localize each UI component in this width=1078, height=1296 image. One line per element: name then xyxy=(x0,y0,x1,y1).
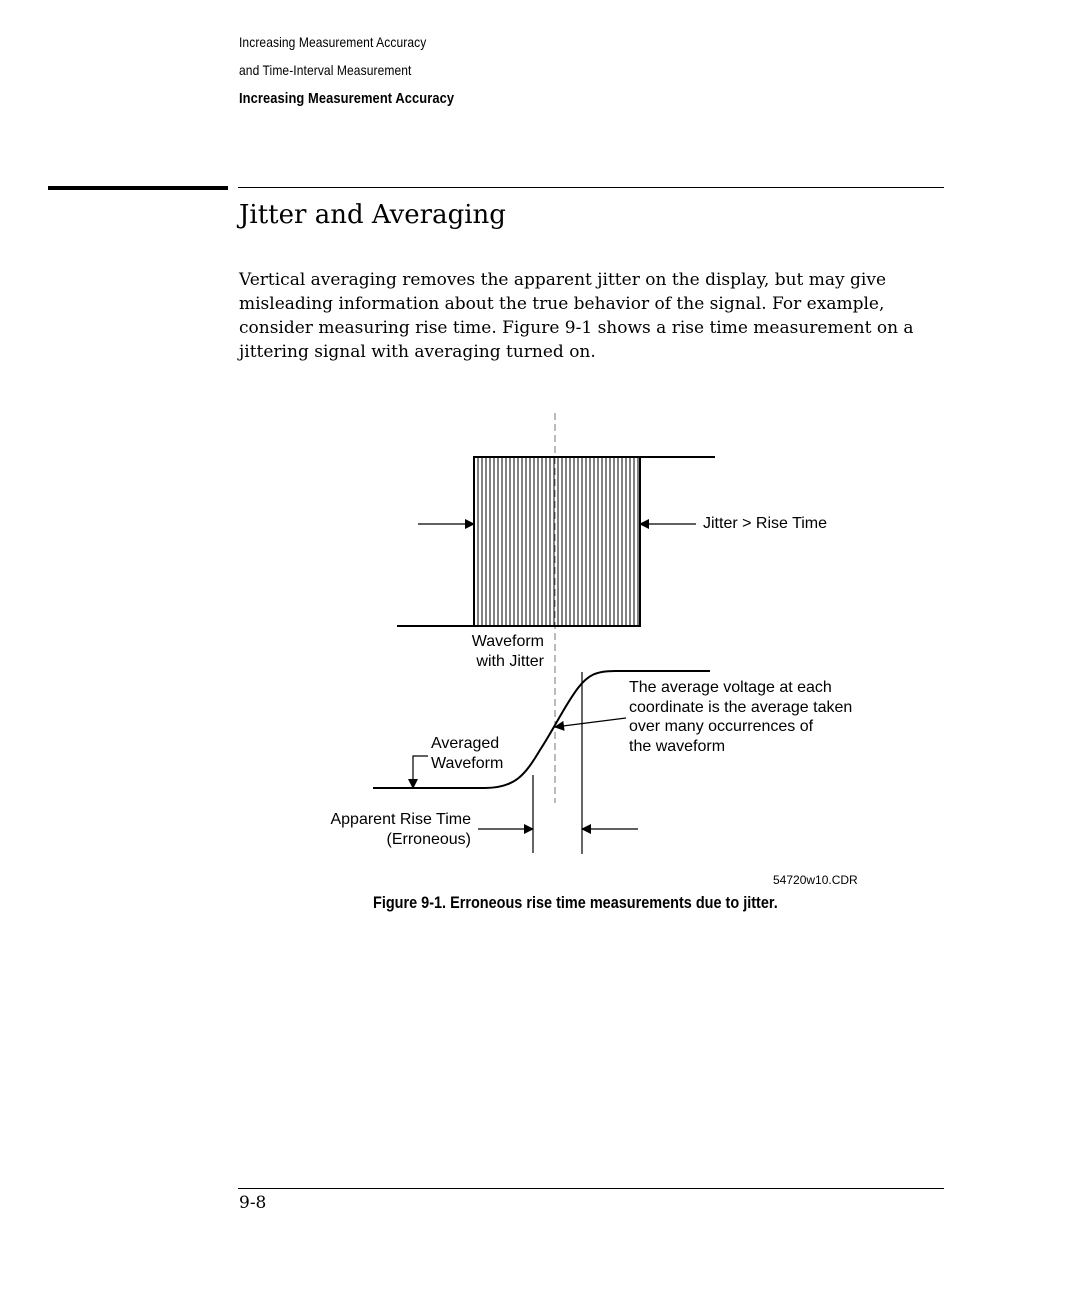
section-rule-thick xyxy=(48,186,228,190)
average-note-line-3: over many occurrences of xyxy=(629,718,814,735)
body-paragraph xyxy=(239,268,951,364)
section-title: Jitter and Averaging xyxy=(239,200,506,230)
page-number: 9-8 xyxy=(239,1193,267,1213)
jitter-label: Jitter > Rise Time xyxy=(703,515,828,532)
averaged-label-pointer xyxy=(413,756,428,788)
body-line: Vertical averaging removes the apparent jitter on the display, but may give xyxy=(239,270,887,290)
body-line: misleading information about the true behavior of the signal. For example, xyxy=(239,294,885,314)
section-rule-thin xyxy=(238,187,944,188)
averaged-waveform-line-2: Waveform xyxy=(431,754,504,772)
apparent-rise-time-label xyxy=(310,810,471,849)
averaged-waveform-label xyxy=(431,734,503,773)
jitter-waveform xyxy=(397,457,715,626)
figure-9-1 xyxy=(300,405,900,895)
figure-caption: Figure 9-1. Erroneous rise time measurements due to jitter. xyxy=(373,893,778,912)
running-header-line-2: and Time-Interval Measurement xyxy=(239,62,412,78)
footer-rule xyxy=(238,1188,944,1189)
waveform-with-jitter-line-1: Waveform xyxy=(471,633,544,650)
apparent-rise-line-2: (Erroneous) xyxy=(386,830,471,848)
apparent-rise-line-1: Apparent Rise Time xyxy=(330,811,471,828)
average-note-line-1: The average voltage at each xyxy=(629,679,832,696)
running-header-line-1: Increasing Measurement Accuracy xyxy=(239,34,427,50)
body-line: jittering signal with averaging turned on. xyxy=(239,342,596,362)
jitter-hatch xyxy=(478,457,638,626)
average-note-line-4: the waveform xyxy=(629,737,726,755)
average-voltage-note xyxy=(629,678,852,756)
waveform-with-jitter-line-2: with Jitter xyxy=(476,652,544,670)
running-header-section: Increasing Measurement Accuracy xyxy=(239,90,455,107)
average-note-line-2: coordinate is the average taken xyxy=(629,698,853,716)
averaged-waveform-line-1: Averaged xyxy=(431,735,500,752)
waveform-with-jitter-label xyxy=(440,632,544,671)
figure-file-id: 54720w10.CDR xyxy=(773,873,858,887)
body-line: consider measuring rise time. Figure 9-1 shows a rise time measurement on a xyxy=(239,318,914,338)
average-note-pointer xyxy=(555,718,626,727)
